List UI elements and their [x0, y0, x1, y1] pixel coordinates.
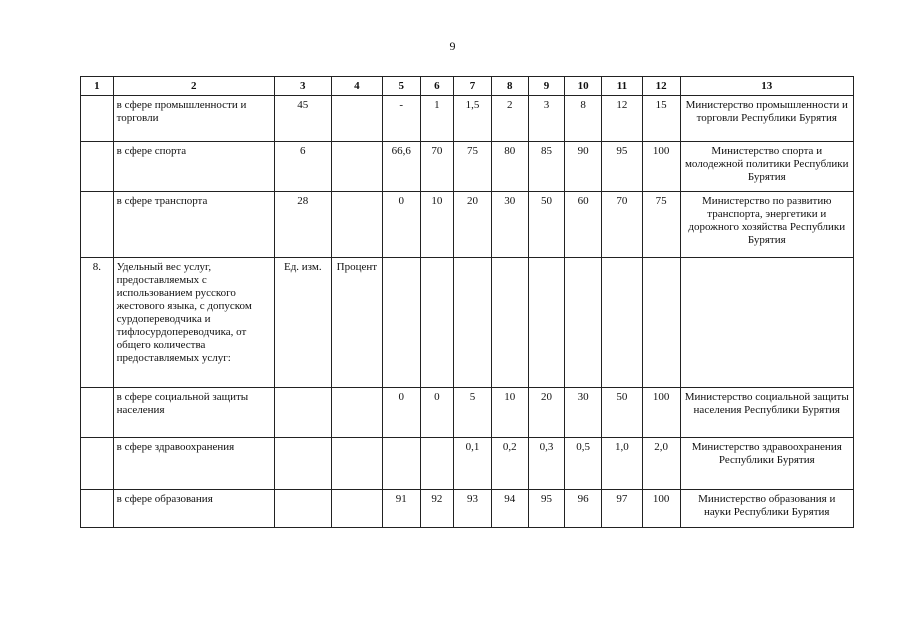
row-number [81, 96, 114, 142]
row-number [81, 388, 114, 438]
year-value: 20 [454, 192, 492, 258]
column-header: 7 [454, 77, 492, 96]
year-value [602, 258, 643, 388]
indicator-name: в сфере социальной защиты населения [113, 388, 274, 438]
year-value: 100 [642, 388, 680, 438]
responsible-ministry: Министерство по развитию транспорта, энергетики и дорожного хозяйства Республики Бурятия [680, 192, 853, 258]
table-row [81, 192, 854, 258]
responsible-ministry: Министерство образования и науки Республики Бурятия [680, 490, 853, 528]
year-value: 0 [382, 388, 420, 438]
row-number [81, 438, 114, 490]
year-value: 91 [382, 490, 420, 528]
column-header: 13 [680, 77, 853, 96]
responsible-ministry: Министерство социальной защиты населения Республики Бурятия [680, 388, 853, 438]
year-value: 10 [420, 192, 454, 258]
indicators-table [80, 76, 854, 528]
year-value: 8 [565, 96, 602, 142]
unit-value: Процент [331, 258, 382, 388]
responsible-ministry [680, 258, 853, 388]
year-value [382, 438, 420, 490]
year-value [491, 258, 528, 388]
row-number [81, 142, 114, 192]
col4-value [331, 96, 382, 142]
indicator-name: Удельный вес услуг, предоставляемых с использованием русского жестового языка, с допуском сурдопереводчика и тифлосурдопереводчика, от общего количества предоставляемых услуг: [113, 258, 274, 388]
year-value: 2 [491, 96, 528, 142]
indicator-name: в сфере спорта [113, 142, 274, 192]
year-value [382, 258, 420, 388]
col4-value [331, 388, 382, 438]
table-row [81, 388, 854, 438]
year-value: 90 [565, 142, 602, 192]
year-value: 66,6 [382, 142, 420, 192]
column-header: 12 [642, 77, 680, 96]
year-value: 2,0 [642, 438, 680, 490]
table-row [81, 438, 854, 490]
year-value: 20 [528, 388, 565, 438]
table-row [81, 96, 854, 142]
year-value: 1,5 [454, 96, 492, 142]
col4-value [331, 438, 382, 490]
year-value: 92 [420, 490, 454, 528]
table-header-row [81, 77, 854, 96]
year-value: 0,5 [565, 438, 602, 490]
year-value [454, 258, 492, 388]
year-value: 95 [602, 142, 643, 192]
year-value: 50 [528, 192, 565, 258]
column-header: 4 [331, 77, 382, 96]
indicator-name: в сфере транспорта [113, 192, 274, 258]
col3-value [274, 490, 331, 528]
year-value: 0,1 [454, 438, 492, 490]
responsible-ministry: Министерство спорта и молодежной политики Республики Бурятия [680, 142, 853, 192]
row-number [81, 192, 114, 258]
column-header: 5 [382, 77, 420, 96]
year-value: 0 [420, 388, 454, 438]
year-value: 96 [565, 490, 602, 528]
col3-value: 45 [274, 96, 331, 142]
column-header: 2 [113, 77, 274, 96]
year-value [565, 258, 602, 388]
col4-value [331, 142, 382, 192]
indicator-name: в сфере здравоохранения [113, 438, 274, 490]
year-value [642, 258, 680, 388]
year-value: 60 [565, 192, 602, 258]
year-value: 94 [491, 490, 528, 528]
year-value: 100 [642, 142, 680, 192]
col3-value [274, 438, 331, 490]
col3-value [274, 388, 331, 438]
year-value: 97 [602, 490, 643, 528]
unit-label: Ед. изм. [274, 258, 331, 388]
year-value: 1 [420, 96, 454, 142]
year-value: 75 [454, 142, 492, 192]
year-value: 10 [491, 388, 528, 438]
year-value [528, 258, 565, 388]
column-header: 1 [81, 77, 114, 96]
year-value: 3 [528, 96, 565, 142]
year-value: 50 [602, 388, 643, 438]
responsible-ministry: Министерство промышленности и торговли Республики Бурятия [680, 96, 853, 142]
column-header: 11 [602, 77, 643, 96]
row-number: 8. [81, 258, 114, 388]
col3-value: 6 [274, 142, 331, 192]
year-value [420, 258, 454, 388]
year-value: 0 [382, 192, 420, 258]
year-value: 30 [491, 192, 528, 258]
year-value: 100 [642, 490, 680, 528]
col3-value: 28 [274, 192, 331, 258]
year-value: 15 [642, 96, 680, 142]
year-value: 95 [528, 490, 565, 528]
col4-value [331, 490, 382, 528]
year-value: 85 [528, 142, 565, 192]
year-value: 5 [454, 388, 492, 438]
column-header: 10 [565, 77, 602, 96]
row-number [81, 490, 114, 528]
year-value: 1,0 [602, 438, 643, 490]
year-value: 30 [565, 388, 602, 438]
responsible-ministry: Министерство здравоохранения Республики Бурятия [680, 438, 853, 490]
year-value: 70 [602, 192, 643, 258]
table-row [81, 142, 854, 192]
year-value [420, 438, 454, 490]
column-header: 9 [528, 77, 565, 96]
year-value: 0,3 [528, 438, 565, 490]
column-header: 3 [274, 77, 331, 96]
indicator-name: в сфере промышленности и торговли [113, 96, 274, 142]
page-number: 9 [449, 39, 456, 53]
table-row [81, 490, 854, 528]
year-value: 12 [602, 96, 643, 142]
year-value: 93 [454, 490, 492, 528]
year-value: 70 [420, 142, 454, 192]
year-value: 80 [491, 142, 528, 192]
year-value: - [382, 96, 420, 142]
column-header: 6 [420, 77, 454, 96]
table-row [81, 258, 854, 388]
col4-value [331, 192, 382, 258]
year-value: 75 [642, 192, 680, 258]
indicator-name: в сфере образования [113, 490, 274, 528]
year-value: 0,2 [491, 438, 528, 490]
column-header: 8 [491, 77, 528, 96]
